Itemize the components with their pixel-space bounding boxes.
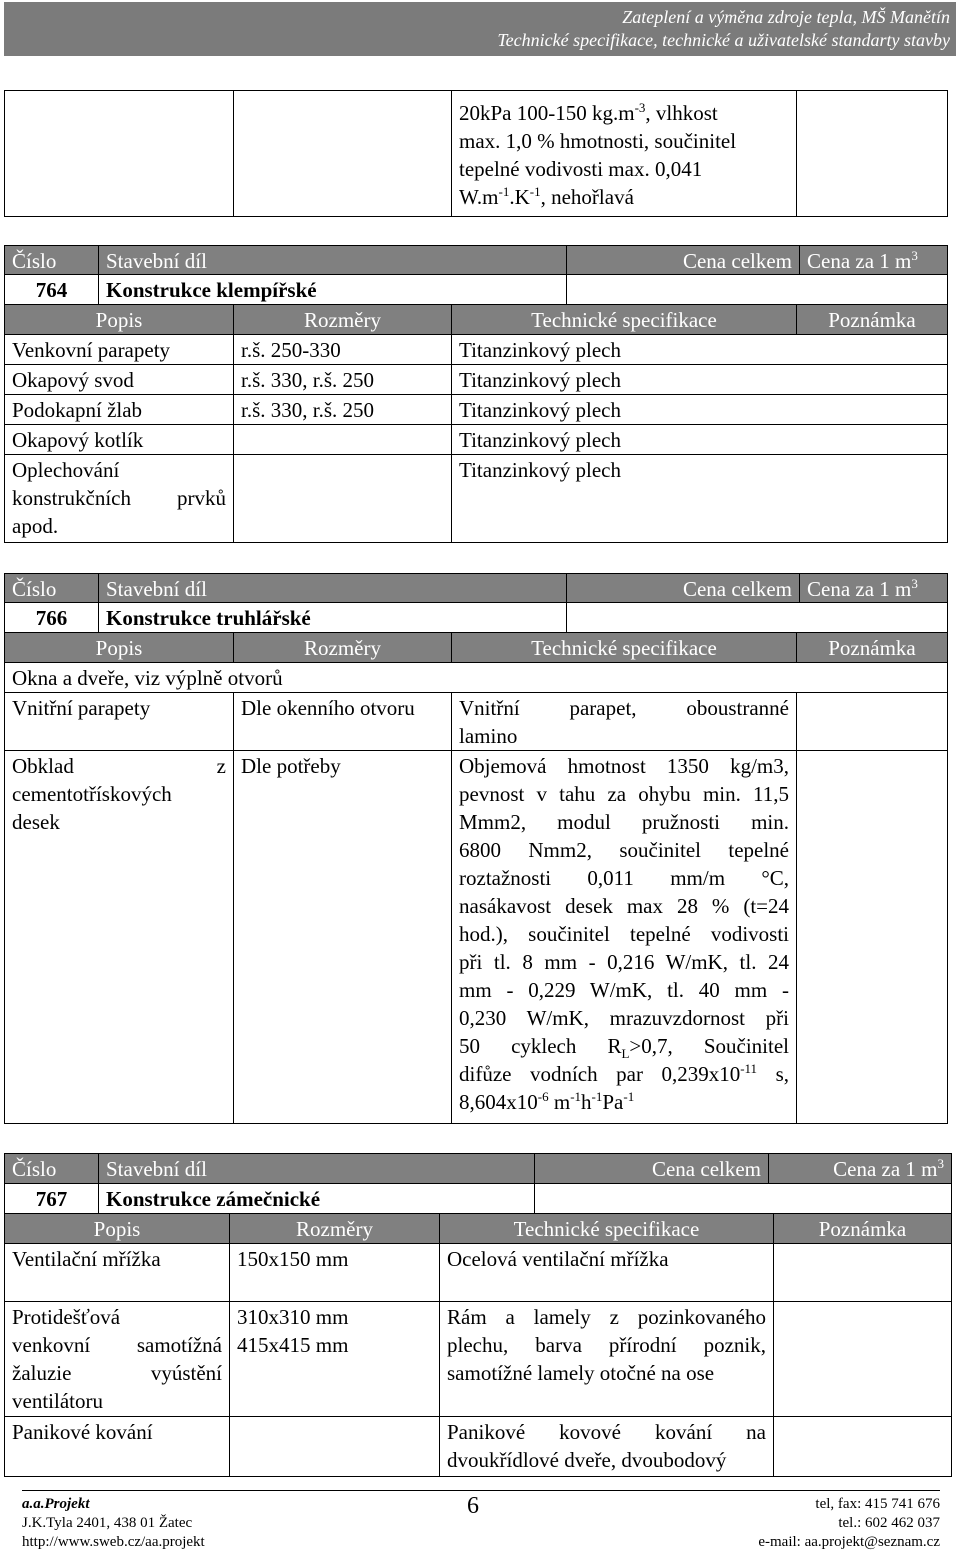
footer-email-link[interactable]: e-mail: aa.projekt@seznam.cz — [758, 1534, 940, 1550]
tech-header: Technické specifikace — [451, 633, 796, 662]
s766-header-row — [4, 573, 948, 603]
cena-za-header: Cena za 1 $m^3$ — [768, 1154, 951, 1183]
s767-code: 767 — [35, 1187, 68, 1211]
s764-name: Konstrukce klempířské — [98, 275, 566, 304]
row-tech: Titanzinkový plech — [451, 425, 796, 454]
s766-code: 766 — [35, 606, 68, 630]
row-poznamka — [773, 1417, 951, 1476]
s767-col-header-row — [4, 1213, 952, 1244]
row-tech: Titanzinkový plech — [451, 455, 796, 542]
s767-name: Konstrukce zámečnické — [98, 1184, 534, 1213]
row-tech: Rám a lamely z pozinkovaného plechu, barva přírodní poznik, samotížné lamely otočné na ose — [439, 1302, 773, 1416]
table-row — [4, 424, 948, 455]
s764-col-header-row — [4, 304, 948, 335]
footer-company: a.a.Projekt — [22, 1496, 90, 1512]
continuation-popis — [5, 91, 233, 216]
s767-header-row — [4, 1153, 952, 1184]
table-row — [4, 334, 948, 365]
row-tech: Objemová hmotnost 1350 kg/m3, pevnost v tahu za ohybu min. 11,5 Mmm2, modul pružnosti min. 6800 Nmm2, součinitel tepelné roztažnosti 0,011 mm/m °C, nasákavost desek max 28 % (t=24 hod.), součinitel tepelné vodivosti při tl. 8 mm - 0,216 W/mK, tl. 24 mm - 0,229 W/mK, tl. 40 mm - 0,230 W/mK, mrazuvzdornost při 50 cyklech $R_L>0,7$, Součinitel difůze vodních par $0,239x10^{-11}$ s, $8,604x10^{-6}$ $m^{-1}h^{-1}Pa^{-1}$ — [451, 751, 796, 1123]
table-row — [4, 1416, 952, 1477]
continuation-poznamka — [796, 91, 947, 216]
table-row — [4, 394, 948, 425]
row-rozmery: 310x310 mm 415x415 mm — [229, 1302, 439, 1416]
row-popis: Okapový svod — [12, 368, 134, 392]
footer-address: J.K.Tyla 2401, 438 01 Žatec — [22, 1515, 193, 1531]
row-tech: Ocelová ventilační mřížka — [439, 1244, 773, 1301]
row-empty — [451, 663, 947, 692]
rozmery-header: Rozměry — [233, 305, 451, 334]
s764-title-row — [4, 274, 948, 305]
row-tech: Titanzinkový plech — [451, 365, 796, 394]
row-popis: Okna a dveře, viz výplně otvorů — [12, 666, 283, 690]
row-tech: Titanzinkový plech — [451, 335, 796, 364]
s764-price — [566, 275, 947, 304]
s766-name: Konstrukce truhlářské — [98, 603, 566, 632]
s767-title-row — [4, 1183, 952, 1214]
row-tech: Titanzinkový plech — [451, 395, 796, 424]
row-rozmery: Dle okenního otvoru — [233, 693, 451, 750]
table-row — [4, 662, 948, 693]
continuation-rozmery — [233, 91, 451, 216]
row-rozmery: r.š. 250-330 — [233, 335, 451, 364]
row-poznamka — [796, 365, 947, 394]
table-row — [4, 1243, 952, 1302]
row-poznamka — [796, 751, 947, 1123]
footer-telfax: tel, fax: 415 741 676 — [815, 1496, 940, 1512]
cena-celkem-header: Cena celkem — [534, 1154, 768, 1183]
cena-za-header: Cena za 1 $m^3$ — [799, 574, 947, 602]
footer-company-block — [22, 1495, 205, 1552]
page-number: 6 — [467, 1493, 479, 1519]
table-row — [4, 750, 948, 1124]
row-poznamka — [796, 455, 947, 542]
row-poznamka — [796, 693, 947, 750]
table-row — [4, 1301, 952, 1417]
row-popis: Vnitřní parapety — [12, 696, 151, 720]
rozmery-header: Rozměry — [229, 1214, 439, 1243]
table-row — [4, 364, 948, 395]
row-tech: Vnitřní parapet, oboustranné lamino — [451, 693, 796, 750]
s764-header-row — [4, 245, 948, 275]
cena-celkem-header: Cena celkem — [566, 246, 799, 274]
footer-contact-block — [758, 1495, 940, 1552]
row-popis: Podokapní žlab — [12, 398, 143, 422]
continuation-tech: 20kPa 100-150 $kg.m^{-3}$, vlhkost max. 1,0 % hmotnosti, součinitel tepelné vodivosti max. 0,041 $W.m^{-1}.K^{-1}$, nehořlavá — [451, 91, 796, 216]
row-popis: Obklad z cementotřískových desek — [12, 754, 226, 834]
header-project-title: Zateplení a výměna zdroje tepla, MŠ Manětín — [622, 7, 950, 27]
poznamka-header: Poznámka — [796, 305, 947, 334]
cislo-header: Číslo — [12, 249, 57, 273]
row-rozmery — [233, 425, 451, 454]
row-poznamka — [773, 1244, 951, 1301]
cislo-header: Číslo — [12, 1157, 57, 1181]
popis-header: Popis — [93, 1217, 141, 1241]
row-rozmery — [229, 1417, 439, 1476]
popis-header: Popis — [95, 636, 143, 660]
row-rozmery — [233, 455, 451, 542]
row-rozmery: 150x150 mm — [229, 1244, 439, 1301]
continuation-row — [4, 90, 948, 217]
page-header — [0, 0, 960, 60]
tech-header: Technické specifikace — [451, 305, 796, 334]
row-popis: Protidešťová venkovní samotížná žaluzie vyústění ventilátoru — [12, 1305, 222, 1413]
row-poznamka — [796, 395, 947, 424]
row-rozmery: r.š. 330, r.š. 250 — [233, 395, 451, 424]
row-popis: Okapový kotlík — [12, 428, 144, 452]
poznamka-header: Poznámka — [773, 1214, 951, 1243]
row-popis: Oplechování konstrukčních prvků apod. — [12, 458, 226, 538]
cena-celkem-header: Cena celkem — [566, 574, 799, 602]
s767-price — [534, 1184, 951, 1213]
cislo-header: Číslo — [12, 577, 57, 601]
rozmery-header: Rozměry — [233, 633, 451, 662]
row-poznamka — [796, 335, 947, 364]
tech-header: Technické specifikace — [439, 1214, 773, 1243]
popis-header: Popis — [95, 308, 143, 332]
footer-web-link[interactable]: http://www.sweb.cz/aa.projekt — [22, 1534, 205, 1550]
footer-tel: tel.: 602 462 037 — [838, 1515, 940, 1531]
page-footer — [22, 1490, 940, 1553]
header-document-title: Technické specifikace, technické a uživatelské standarty stavby — [497, 30, 950, 50]
s766-price — [566, 603, 947, 632]
table-row — [4, 692, 948, 751]
stavebni-dil-header: Stavební díl — [98, 1154, 534, 1183]
poznamka-header: Poznámka — [796, 633, 947, 662]
row-tech: Panikové kovové kování na dvoukřídlové dveře, dvoubodový — [439, 1417, 773, 1476]
s766-col-header-row — [4, 632, 948, 663]
cena-za-header: Cena za 1 $m^3$ — [799, 246, 947, 274]
row-popis: Ventilační mřížka — [12, 1247, 161, 1271]
row-popis: Venkovní parapety — [12, 338, 171, 362]
s764-code: 764 — [35, 278, 68, 302]
row-poznamka — [773, 1302, 951, 1416]
row-popis: Panikové kování — [12, 1420, 153, 1444]
table-row — [4, 454, 948, 543]
stavebni-dil-header: Stavební díl — [98, 574, 566, 602]
s766-title-row — [4, 602, 948, 633]
row-rozmery: Dle potřeby — [233, 751, 451, 1123]
row-poznamka — [796, 425, 947, 454]
stavebni-dil-header: Stavební díl — [98, 246, 566, 274]
row-rozmery: r.š. 330, r.š. 250 — [233, 365, 451, 394]
